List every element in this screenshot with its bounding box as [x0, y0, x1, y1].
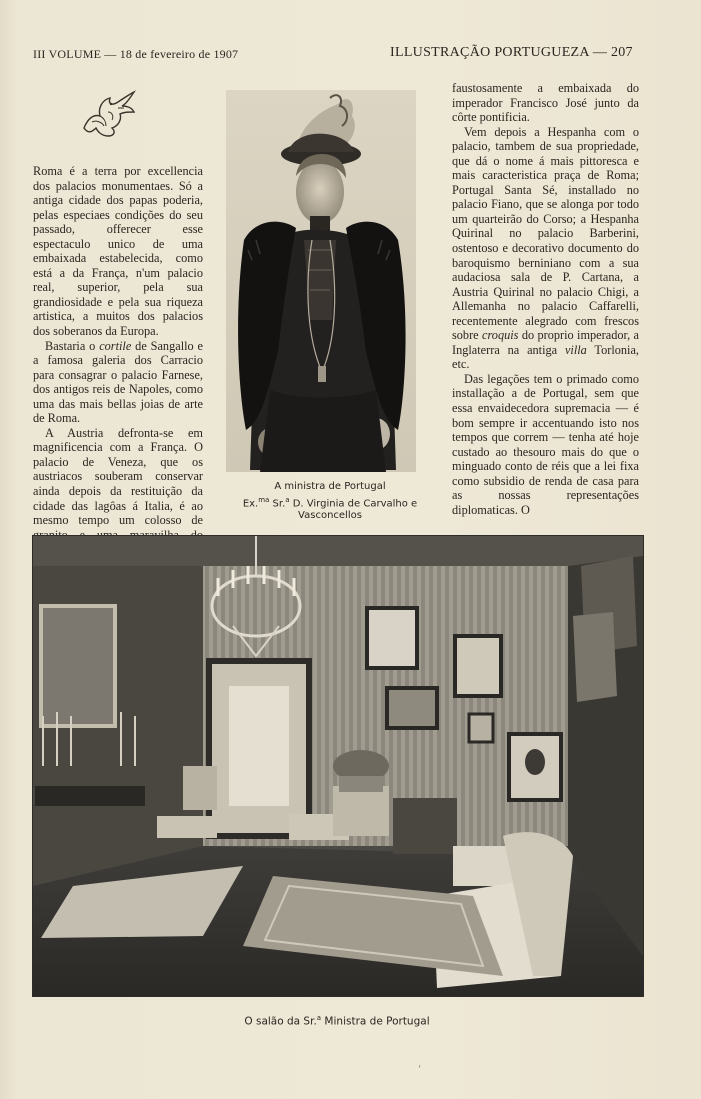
- article-paragraph: Roma é a terra por excellencia dos palacios monumentaes. Só a antiga cidade dos papas poderia, pelas especiaes condições do seu passado, offerecer esse espectaculo unico de uma embaixada estabelecida, como está a da França, n'um palacio real, superior, pela sua grandiosidade e pela sua riqueza artistica, a muitos dos palacios dos soberanos da Europa.: [33, 164, 203, 339]
- portrait-caption-title: A ministra de Portugal: [274, 481, 386, 492]
- griffin-ornament-icon: [78, 88, 136, 140]
- article-paragraph: Vem depois a Hespanha com o palacio, tambem de sua propriedade, que dá o nome á mais pittoresca e mais caracteristica praça de Roma; Portugal Santa Sé, installado no palacio Fiano, que se alonga por todo um quarteirão do Corso; a Hespanha Quirinal no palacio Barberini, ostentoso e decorativo documento do baroquismo berniniano com a sua audaciosa sala de P. Cartana, a Austria Quirinal no palacio Chigi, a Allemanha no palacio Caffarelli, recentemente alegrado com frescos sobre croquis do proprio imperador, a Inglaterra na antiga villa Torlonia, etc.: [452, 124, 639, 372]
- portrait-caption-name: Ex.$^{ma}$ Sr.$^a$ D. Virginia de Carvalho e Vasconcellos: [242, 495, 418, 522]
- left-article-column: [33, 164, 203, 571]
- running-head-title-page: ILLUSTRAÇÃO PORTUGUEZA — 207: [390, 45, 633, 60]
- running-head-volume-date: III VOLUME — 18 de fevereiro de 1907: [33, 47, 239, 61]
- minister-portrait-photo: [226, 90, 416, 472]
- salon-photo-caption: O salão da Sr.$^a$ Ministra de Portugal: [244, 1014, 430, 1028]
- right-article-column: [452, 81, 639, 517]
- article-paragraph: A Austria defronta-se em magnificencia com a França. O palacio de Veneza, que os austriacos souberam conservar ainda depois da restituição da cidade das lagôas á Italia, é ao mesmo tempo um colosso de: [33, 425, 203, 528]
- article-paragraph: faustosamente a embaixada do imperador Francisco José junto da côrte pontificia.: [452, 81, 639, 125]
- article-paragraph: Das legações tem o primado como installação a de Portugal, sem que essa envaidecedora supremacia — é bom sempre ir accentuando isto nos tempos que correm — tenha até hoje custado ao thesouro mais do que o minguado conto de réis que a lei fixa como subsidio de renda de casa para as nossas representações diplomaticas. O: [452, 371, 639, 517]
- salon-photo: [32, 535, 644, 997]
- print-speck-mark: ʻ: [418, 1064, 422, 1075]
- article-paragraph: Bastaria o cortile de Sangallo e a famosa galeria dos Carracio para consagrar o palacio Farnese, dos antigos reis de Napoles, como uma das mais bellas joias de arte de Roma.: [33, 338, 203, 426]
- portrait-caption: [212, 481, 448, 523]
